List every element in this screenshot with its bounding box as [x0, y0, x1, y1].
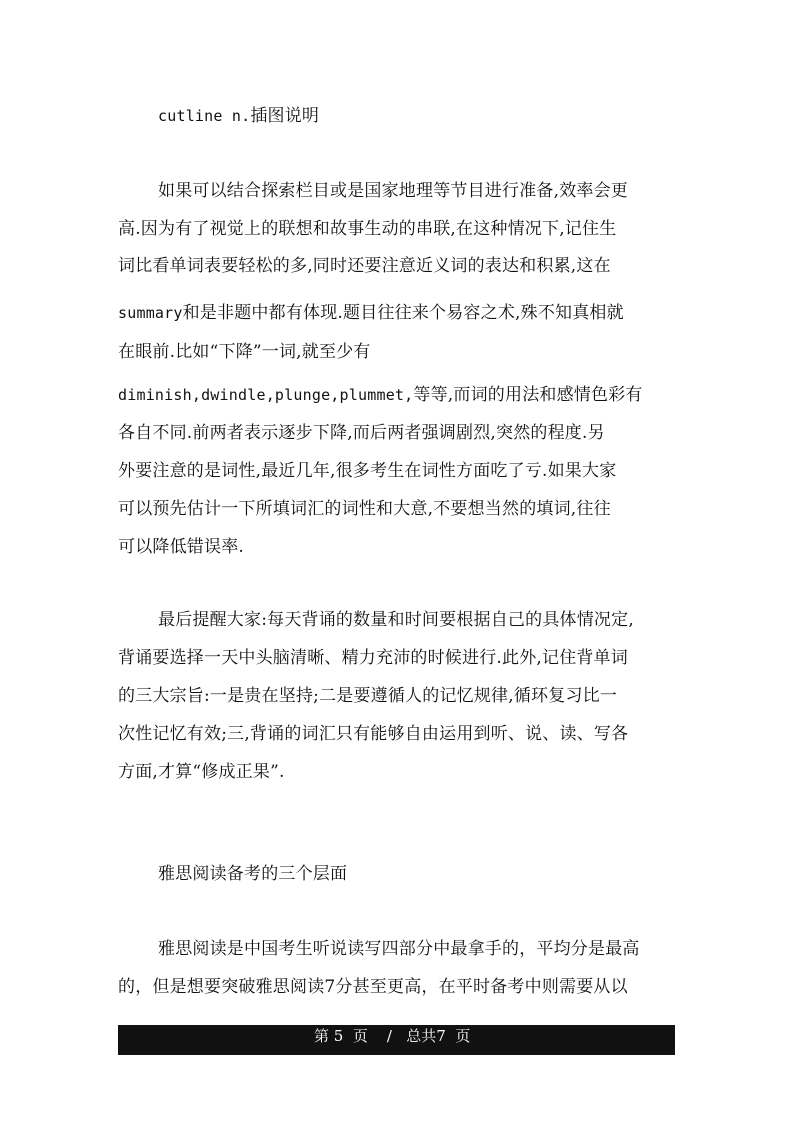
paragraph-line: 次性记忆有效;三,背诵的词汇只有能够自由运用到听、说、读、写各: [118, 724, 629, 744]
paragraph-line: 雅思阅读是中国考生听说读写四部分中最拿手的，平均分是最高: [158, 939, 640, 959]
section-heading: 雅思阅读备考的三个层面: [158, 864, 348, 884]
paragraph-line: 如果可以结合探索栏目或是国家地理等节目进行准备,效率会更: [158, 181, 629, 201]
paragraph-line: 外要注意的是词性,最近几年,很多考生在词性方面吃了亏.如果大家: [118, 461, 617, 481]
summary-word: summary: [118, 304, 183, 322]
paragraph-line: [118, 303, 678, 323]
summary-rest: 和是非题中都有体现.题目往往来个易容之术,殊不知真相就: [182, 303, 624, 323]
paragraph-line: 背诵要选择一天中头脑清晰、精力充沛的时候进行.此外,记住背单词: [118, 648, 629, 668]
cutline-term: cutline n.: [158, 107, 251, 125]
page-number-label: 第 5 页 / 总共7 页: [314, 1027, 471, 1045]
paragraph-line: 的三大宗旨:一是贵在坚持;二是要遵循人的记忆规律,循环复习比一: [118, 686, 618, 706]
paragraph-line: 可以预先估计一下所填词汇的词性和大意,不要想当然的填词,往往: [118, 499, 611, 519]
page-footer: [118, 1025, 675, 1055]
paragraph-line: 可以降低错误率.: [118, 537, 245, 557]
paragraph-line: 在眼前.比如“下降”一词,就至少有: [118, 342, 371, 362]
paragraph-line: 方面,才算“修成正果”.: [118, 762, 285, 782]
synonym-rest: 等等,而词的用法和感情色彩有: [413, 385, 643, 405]
synonym-words: diminish,dwindle,plunge,plummet,: [118, 386, 414, 404]
paragraph-line: 的，但是想要突破雅思阅读7分甚至更高，在平时备考中则需要从以: [118, 977, 628, 997]
paragraph-line: 各自不同.前两者表示逐步下降,而后两者强调剧烈,突然的程度.另: [118, 423, 605, 443]
cutline-meaning: 插图说明: [250, 106, 320, 126]
paragraph-line: 词比看单词表要轻松的多,同时还要注意近义词的表达和积累,这在: [118, 256, 611, 276]
paragraph-line: 高.因为有了视觉上的联想和故事生动的串联,在这种情况下,记住生: [118, 219, 617, 239]
paragraph-line: 最后提醒大家:每天背诵的数量和时间要根据自己的具体情况定,: [158, 610, 634, 630]
cutline-definition-line: [158, 106, 718, 126]
paragraph-line: [118, 385, 678, 405]
